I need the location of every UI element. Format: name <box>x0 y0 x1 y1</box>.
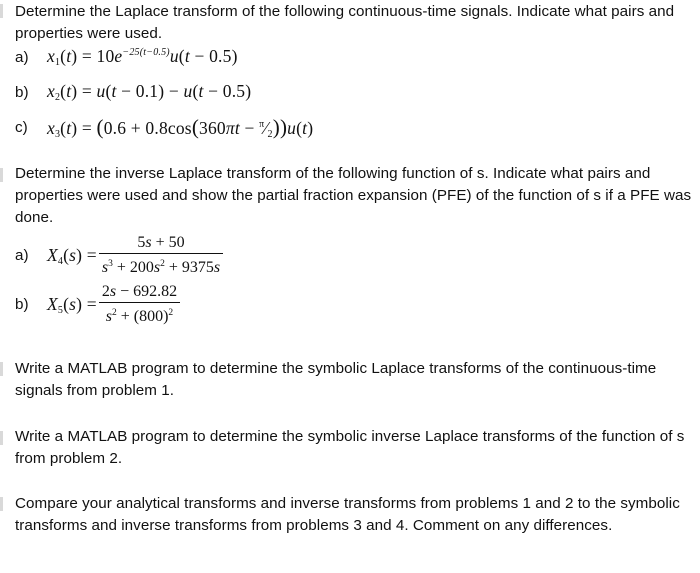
problem4-text: Write a MATLAB program to determine the symbolic inverse Laplace transforms of the function of s from problem 2. <box>15 428 685 467</box>
fraction-x5 <box>99 282 180 327</box>
problem2-intro: Determine the inverse Laplace transform of the following function of s. Indicate what pairs and properties were used and show the partial fraction expansion (PFE) of the function of s if a PFE was done. <box>15 165 692 226</box>
margin-mark <box>0 168 3 182</box>
equation-x4-lhs: $X_4(s)$ = <box>47 244 97 267</box>
margin-mark <box>0 362 3 376</box>
problem2-item-b <box>15 282 180 327</box>
problem1-item-c <box>15 114 313 140</box>
fraction-numerator: 5s + 50 <box>137 234 185 251</box>
problem1-item-a <box>15 44 238 70</box>
margin-mark <box>0 4 3 18</box>
item-label: a) <box>15 247 29 264</box>
item-label: b) <box>15 83 29 101</box>
fraction-numerator: 2s − 692.82 <box>101 283 178 300</box>
item-label: a) <box>15 48 29 66</box>
problem5-text: Compare your analytical transforms and inverse transforms from problems 1 and 2 to the symbolic transforms and inverse transforms from problems 3 and 4. Comment on any differences. <box>15 495 680 534</box>
fraction-denominator: $s^3 + 200s^2 + 9375s$ <box>101 259 221 276</box>
margin-mark <box>0 431 3 445</box>
equation-x3: $x_3(t) = (0.6 + 0.8\cos(360\pi t$ − $^\pi⁄_2))u(t)$ <box>47 114 314 140</box>
problem3-text: Write a MATLAB program to determine the symbolic Laplace transforms of the continuous-time signals from problem 1. <box>15 360 657 399</box>
problem2-item-a <box>15 233 223 278</box>
fraction-denominator: $s^2 + (800)^2$ <box>105 308 174 325</box>
margin-mark <box>0 497 3 511</box>
equation-x5-lhs: $X_5(s)$ = <box>47 293 97 316</box>
item-label: b) <box>15 296 29 313</box>
equation-x1: $x_1(t) = 10e^{-25(t-0.5)}u(t - 0.5)$ <box>47 46 238 68</box>
problem1-item-b <box>15 79 251 105</box>
fraction-x4 <box>99 233 223 278</box>
item-label: c) <box>15 118 28 136</box>
equation-x2: $x_2(t) = u(t - 0.1) - u(t - 0.5)$ <box>47 81 252 103</box>
problem1-intro: Determine the Laplace transform of the following continuous-time signals. Indicate what pairs and properties were used. <box>15 3 675 42</box>
